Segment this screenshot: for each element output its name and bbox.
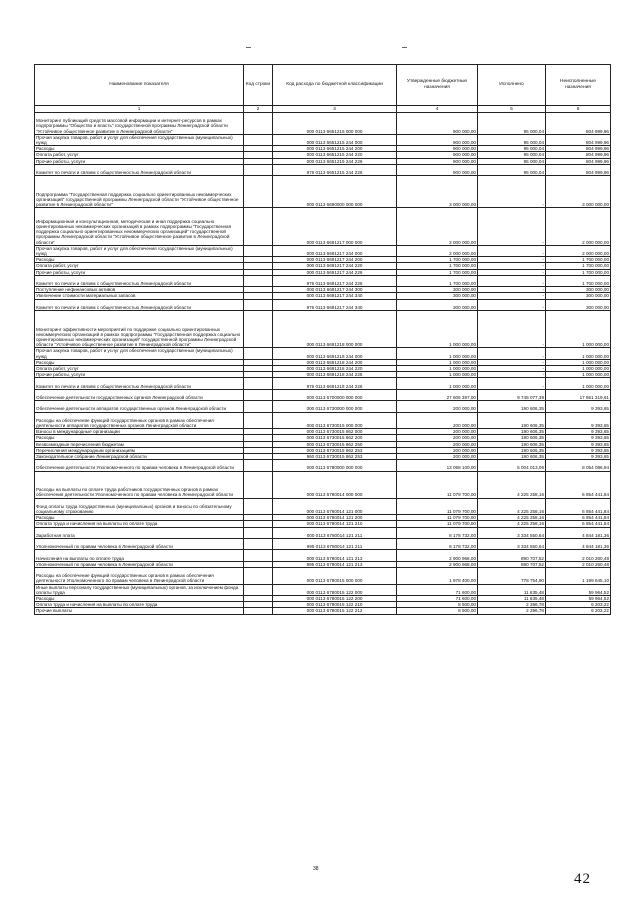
table-row [35, 275, 611, 286]
table-row [35, 389, 611, 400]
column-number: 4 [397, 106, 478, 113]
row-approved-cell: 2 900 968,00 [397, 561, 478, 567]
row-executed-cell: 3 334 550,64 [478, 527, 546, 538]
row-executed-cell: 3 334 550,64 [478, 538, 546, 549]
row-approved-cell: 900 000,00 [397, 152, 478, 158]
row-name-cell: Прочая закупка товаров, работ и услуг для обеспечения государственных (муниципальных) нужд [35, 245, 244, 256]
row-approved-cell: 1 000 000,00 [397, 348, 478, 359]
column-number: 6 [546, 106, 611, 113]
row-approved-cell: 900 000,00 [397, 146, 478, 152]
row-name-cell: Безвозмездные перечисления бюджетам [35, 441, 244, 447]
row-code-cell [244, 460, 273, 471]
row-executed-cell: - [478, 275, 546, 286]
row-executed-cell: 890 707,52 [478, 561, 546, 567]
row-code-cell [244, 113, 273, 135]
row-name-cell: Мониторинг публикаций средств массовой информации и интернет-ресурсов в рамках подпрограммы "Общество и власть" государственной программы Ленинградской области "Устойчивое общественное развитие в Ленинградской области" [35, 113, 244, 135]
row-executed-cell: 190 606,35 [478, 435, 546, 441]
row-executed-cell: 2 296,78 [478, 608, 546, 614]
row-name-cell: Расходы [35, 257, 244, 263]
row-approved-cell: 8 500,00 [397, 602, 478, 608]
row-executed-cell: 95 000,04 [478, 164, 546, 175]
row-executed-cell: 95 000,04 [478, 152, 546, 158]
row-kbk-cell: 976 0113 6651215 244 226 [273, 164, 397, 175]
row-kbk-cell: 976 0113 6691218 244 226 [273, 378, 397, 389]
row-kbk-cell: 000 0113 6651215 000 000 [273, 113, 397, 135]
row-executed-cell: 9 745 077,39 [478, 389, 546, 400]
row-unexecuted-cell: 9 393,65 [546, 435, 611, 441]
header-code: Код строки [244, 65, 273, 106]
row-kbk-cell: 000 0113 6730015 862 253 [273, 447, 397, 453]
row-name-cell: Расходы [35, 146, 244, 152]
row-executed-cell: - [478, 378, 546, 389]
table-row [35, 310, 611, 347]
table-row [35, 401, 611, 412]
row-approved-cell: 1 000 000,00 [397, 310, 478, 347]
row-code-cell [244, 412, 273, 429]
expenditure-table [34, 64, 611, 615]
row-name-cell: Расходы [35, 595, 244, 601]
table-row [35, 441, 611, 447]
row-kbk-cell: 000 0113 6780015 122 000 [273, 584, 397, 595]
row-name-cell: Комитет по печати и связям с общественностью Ленинградской области [35, 378, 244, 389]
row-approved-cell: 8 500,00 [397, 608, 478, 614]
row-executed-cell: 778 754,90 [478, 567, 546, 584]
row-kbk-cell: 976 0113 6691217 244 340 [273, 299, 397, 310]
column-number: 3 [273, 106, 397, 113]
row-unexecuted-cell: 300 000,00 [546, 299, 611, 310]
table-row [35, 453, 611, 459]
row-name-cell: Прочие выплаты [35, 608, 244, 614]
scan-speck [402, 47, 407, 48]
row-kbk-cell: 000 0113 6651215 244 000 [273, 134, 397, 145]
row-name-cell: Оплата труда и начисления на выплаты по оплате труда [35, 521, 244, 527]
row-unexecuted-cell: 9 393,65 [546, 453, 611, 459]
table-row [35, 521, 611, 527]
row-unexecuted-cell: 1 700 000,00 [546, 263, 611, 269]
table-row [35, 527, 611, 538]
row-name-cell: Заработная плата [35, 527, 244, 538]
row-unexecuted-cell: 6 854 441,84 [546, 515, 611, 521]
row-unexecuted-cell: 6 854 441,84 [546, 521, 611, 527]
row-unexecuted-cell: 9 393,65 [546, 441, 611, 447]
row-unexecuted-cell: 1 000 000,00 [546, 372, 611, 378]
row-unexecuted-cell: 59 964,52 [546, 584, 611, 595]
row-executed-cell: - [478, 208, 546, 245]
row-unexecuted-cell: 4 844 181,36 [546, 527, 611, 538]
row-name-cell: Расходы на обеспечение функций государственных органов в рамках обеспечения деятельности Уполномоченного по правам человека в Ленинградской области [35, 567, 244, 584]
row-code-cell [244, 245, 273, 256]
row-unexecuted-cell: 804 999,96 [546, 113, 611, 135]
row-kbk-cell: 000 0113 6691218 000 000 [273, 310, 397, 347]
row-approved-cell: 2 000 000,00 [397, 245, 478, 256]
row-name-cell: Расходы на обеспечение функций государственных органов в рамках обеспечения деятельности аппаратов государственных органов Ленинградской области [35, 412, 244, 429]
row-approved-cell: 11 079 700,00 [397, 471, 478, 498]
row-executed-cell: - [478, 245, 546, 256]
row-kbk-cell: 000 0113 6730015 000 000 [273, 412, 397, 429]
row-kbk-cell: 000 0113 6730015 862 000 [273, 429, 397, 435]
row-kbk-cell: 000 0113 6730015 862 250 [273, 441, 397, 447]
row-unexecuted-cell: 1 000 000,00 [546, 359, 611, 365]
row-kbk-cell: 000 0113 6691218 244 220 [273, 365, 397, 371]
table-row [35, 378, 611, 389]
row-kbk-cell: 000 0113 6691217 000 000 [273, 208, 397, 245]
row-executed-cell: 95 000,04 [478, 113, 546, 135]
row-kbk-cell: 000 0113 6780014 121 210 [273, 521, 397, 527]
row-kbk-cell: 000 0113 6691217 244 220 [273, 263, 397, 269]
row-executed-cell: 890 707,52 [478, 550, 546, 561]
row-unexecuted-cell: 6 854 441,84 [546, 471, 611, 498]
row-kbk-cell: 000 0113 6780014 121 000 [273, 498, 397, 515]
table-row [35, 567, 611, 584]
column-number: 5 [478, 106, 546, 113]
row-unexecuted-cell: 300 000,00 [546, 293, 611, 299]
row-name-cell: Прочая закупка товаров, работ и услуг для обеспечения государственных (муниципальных) нужд [35, 134, 244, 145]
table-row [35, 498, 611, 515]
row-kbk-cell: 000 0113 6700000 000 000 [273, 389, 397, 400]
row-code-cell [244, 567, 273, 584]
row-name-cell: Начисления на выплаты по оплате труда [35, 550, 244, 561]
row-name-cell: Мониторинг эффективности мероприятий по поддержке социально ориентированных некоммерческих организаций в рамках подпрограммы "Государственная поддержка социально ориентированных некоммерческих организаций" государственной программы Ленинградской области "Устойчивое общественное развитие в Ленинградской области" [35, 310, 244, 347]
row-name-cell: Уполномоченный по правам человека в Ленинградской области [35, 561, 244, 567]
row-kbk-cell: 000 0113 6691217 244 340 [273, 293, 397, 299]
column-number-row [35, 106, 611, 113]
row-kbk-cell: 000 0113 6691218 244 226 [273, 372, 397, 378]
row-unexecuted-cell: 1 000 000,00 [546, 365, 611, 371]
row-unexecuted-cell: 804 999,96 [546, 158, 611, 164]
row-unexecuted-cell: 1 000 000,00 [546, 348, 611, 359]
row-kbk-cell: 960 0113 6730015 862 253 [273, 453, 397, 459]
row-unexecuted-cell: 4 844 181,36 [546, 538, 611, 549]
row-kbk-cell: 000 0113 6691217 244 226 [273, 269, 397, 275]
row-unexecuted-cell: 2 000 000,00 [546, 245, 611, 256]
row-unexecuted-cell: 3 000 000,00 [546, 176, 611, 208]
table-row [35, 134, 611, 145]
row-kbk-cell: 000 0113 6780014 000 000 [273, 471, 397, 498]
row-code-cell [244, 401, 273, 412]
row-approved-cell: 1 000 000,00 [397, 359, 478, 365]
row-code-cell [244, 538, 273, 549]
row-approved-cell: 900 000,00 [397, 164, 478, 175]
row-approved-cell: 11 079 700,00 [397, 521, 478, 527]
row-approved-cell: 2 900 968,00 [397, 550, 478, 561]
row-approved-cell: 200 000,00 [397, 435, 478, 441]
row-name-cell: Обеспечение деятельности Уполномоченного по правам человека в Ленинградской области [35, 460, 244, 471]
row-approved-cell: 200 000,00 [397, 412, 478, 429]
row-approved-cell: 3 000 000,00 [397, 176, 478, 208]
row-executed-cell: - [478, 299, 546, 310]
row-unexecuted-cell: 804 999,96 [546, 146, 611, 152]
row-approved-cell: 200 000,00 [397, 441, 478, 447]
row-executed-cell: 95 000,04 [478, 146, 546, 152]
row-name-cell: Расходы [35, 435, 244, 441]
row-unexecuted-cell: 6 203,22 [546, 608, 611, 614]
row-unexecuted-cell: 300 000,00 [546, 287, 611, 293]
row-unexecuted-cell: 59 964,52 [546, 595, 611, 601]
row-code-cell [244, 208, 273, 245]
row-unexecuted-cell: 2 010 260,48 [546, 550, 611, 561]
row-name-cell: Поступление нефинансовых активов [35, 287, 244, 293]
row-unexecuted-cell: 1 700 000,00 [546, 269, 611, 275]
row-executed-cell: 190 606,35 [478, 412, 546, 429]
column-number: 1 [35, 106, 244, 113]
row-executed-cell: 11 635,48 [478, 584, 546, 595]
row-executed-cell: 4 225 258,16 [478, 498, 546, 515]
row-approved-cell: 71 600,00 [397, 584, 478, 595]
row-unexecuted-cell: 6 203,22 [546, 602, 611, 608]
row-name-cell: Увеличение стоимости материальных запасов [35, 293, 244, 299]
row-executed-cell: 95 000,04 [478, 158, 546, 164]
row-unexecuted-cell: 17 861 319,61 [546, 389, 611, 400]
row-approved-cell: 2 000 000,00 [397, 208, 478, 245]
table-row [35, 550, 611, 561]
row-name-cell: Обеспечение деятельности аппаратов государственных органов Ленинградской области [35, 401, 244, 412]
row-name-cell: Комитет по печати и связям с общественностью Ленинградской области [35, 275, 244, 286]
row-name-cell: Перечисления международным организациям [35, 447, 244, 453]
row-approved-cell: 8 178 732,00 [397, 527, 478, 538]
row-unexecuted-cell: 9 393,65 [546, 412, 611, 429]
row-kbk-cell: 000 0113 6780014 121 200 [273, 515, 397, 521]
row-name-cell: Прочие работы, услуги [35, 269, 244, 275]
row-executed-cell: - [478, 263, 546, 269]
row-name-cell: Расходы [35, 359, 244, 365]
row-approved-cell: 900 000,00 [397, 134, 478, 145]
row-code-cell [244, 378, 273, 389]
row-kbk-cell: 000 0113 6690000 000 000 [273, 176, 397, 208]
table-row [35, 460, 611, 471]
row-name-cell: Оплата труда и начисления на выплаты по оплате труда [35, 602, 244, 608]
row-approved-cell: 1 978 400,00 [397, 567, 478, 584]
row-approved-cell: 11 079 700,00 [397, 498, 478, 515]
row-name-cell: Прочие работы, услуги [35, 158, 244, 164]
row-unexecuted-cell: 6 854 441,84 [546, 498, 611, 515]
row-code-cell [244, 584, 273, 595]
row-executed-cell: - [478, 293, 546, 299]
row-name-cell: Уполномоченный по правам человека в Ленинградской области [35, 538, 244, 549]
row-executed-cell: - [478, 257, 546, 263]
row-unexecuted-cell: 1 000 000,00 [546, 310, 611, 347]
row-unexecuted-cell: 1 199 645,10 [546, 567, 611, 584]
row-code-cell [244, 348, 273, 359]
header-row [35, 65, 611, 106]
row-name-cell: Оплата работ, услуг [35, 365, 244, 371]
row-approved-cell: 1 700 000,00 [397, 257, 478, 263]
table-row [35, 208, 611, 245]
row-code-cell [244, 608, 273, 614]
row-code-cell [244, 550, 273, 561]
row-name-cell: Информационная и консультационная, методическая и иная поддержка социально ориентированных некоммерческих организаций в рамках подпрограммы "Государственная поддержка социально ориентированных некоммерческих организаций" государственной программы Ленинградской области "Устойчивое общественное развитие в Ленинградской области" [35, 208, 244, 245]
row-approved-cell: 8 178 732,00 [397, 538, 478, 549]
row-approved-cell: 900 000,00 [397, 158, 478, 164]
row-executed-cell: 190 606,35 [478, 453, 546, 459]
row-executed-cell: - [478, 287, 546, 293]
row-approved-cell: 1 000 000,00 [397, 372, 478, 378]
page-number: 42 [574, 871, 591, 887]
row-code-cell [244, 176, 273, 208]
row-name-cell: Расходы на выплаты по оплате труда работников государственных органов в рамках обеспечения деятельности Уполномоченного по правам человека в Ленинградской области [35, 471, 244, 498]
row-kbk-cell: 000 0113 6651215 244 226 [273, 158, 397, 164]
row-kbk-cell: 000 0113 6780015 122 210 [273, 602, 397, 608]
row-approved-cell: 200 000,00 [397, 401, 478, 412]
scan-speck [246, 47, 251, 48]
row-name-cell: Прочие работы, услуги [35, 372, 244, 378]
row-unexecuted-cell: 804 999,96 [546, 152, 611, 158]
row-code-cell [244, 299, 273, 310]
row-approved-cell: 1 700 000,00 [397, 275, 478, 286]
row-kbk-cell: 000 0113 6651215 244 200 [273, 146, 397, 152]
header-kbk: Код расхода по бюджетной классификации [273, 65, 397, 106]
table-row [35, 176, 611, 208]
row-executed-cell: - [478, 372, 546, 378]
row-unexecuted-cell: 804 999,96 [546, 164, 611, 175]
row-executed-cell: - [478, 176, 546, 208]
row-kbk-cell: 000 0113 6780015 122 200 [273, 595, 397, 601]
row-name-cell: Взносы в международные организации [35, 429, 244, 435]
row-kbk-cell: 000 0113 6651215 244 220 [273, 152, 397, 158]
table-body [35, 113, 611, 615]
row-unexecuted-cell: 2 000 000,00 [546, 208, 611, 245]
table-row [35, 164, 611, 175]
row-kbk-cell: 000 0113 6691217 244 000 [273, 245, 397, 256]
row-name-cell: Фонд оплаты труда государственных (муниципальных) органов и взносы по обязательному социальному страхованию [35, 498, 244, 515]
row-name-cell: Законодательное собрание Ленинградской области [35, 453, 244, 459]
row-unexecuted-cell: 9 393,65 [546, 447, 611, 453]
row-kbk-cell: 995 0113 6780014 121 211 [273, 538, 397, 549]
row-unexecuted-cell: 1 700 000,00 [546, 275, 611, 286]
table-row [35, 412, 611, 429]
table-row [35, 584, 611, 595]
table-row [35, 538, 611, 549]
row-executed-cell: 190 606,35 [478, 447, 546, 453]
row-approved-cell: 27 606 397,00 [397, 389, 478, 400]
report-sheet [34, 64, 610, 615]
table-row [35, 471, 611, 498]
row-executed-cell: 190 606,35 [478, 401, 546, 412]
row-approved-cell: 1 000 000,00 [397, 365, 478, 371]
row-code-cell [244, 389, 273, 400]
row-executed-cell: 95 000,04 [478, 134, 546, 145]
row-code-cell [244, 164, 273, 175]
row-approved-cell: 300 000,00 [397, 299, 478, 310]
row-approved-cell: 900 000,00 [397, 113, 478, 135]
row-kbk-cell: 000 0113 6691217 244 200 [273, 257, 397, 263]
row-executed-cell: - [478, 269, 546, 275]
row-approved-cell: 300 000,00 [397, 293, 478, 299]
table-row [35, 447, 611, 453]
table-row [35, 608, 611, 614]
row-unexecuted-cell: 1 700 000,00 [546, 257, 611, 263]
table-row [35, 299, 611, 310]
row-executed-cell: 11 635,48 [478, 595, 546, 601]
row-kbk-cell: 000 0113 6780014 121 213 [273, 550, 397, 561]
table-row [35, 348, 611, 359]
header-name: Наименование показателя [35, 65, 244, 106]
row-executed-cell: 4 225 258,16 [478, 521, 546, 527]
row-kbk-cell: 995 0113 6780014 121 213 [273, 561, 397, 567]
row-kbk-cell: 000 0113 6780015 122 212 [273, 608, 397, 614]
row-executed-cell: 190 606,35 [478, 441, 546, 447]
row-approved-cell: 1 700 000,00 [397, 263, 478, 269]
row-approved-cell: 300 000,00 [397, 287, 478, 293]
row-code-cell [244, 134, 273, 145]
footer-page-number: 38 [313, 866, 319, 872]
row-unexecuted-cell: 9 393,65 [546, 401, 611, 412]
row-name-cell: Прочая закупка товаров, работ и услуг для обеспечения государственных (муниципальных) нужд [35, 348, 244, 359]
header-approved: Утвержденные бюджетные назначения [397, 65, 478, 106]
row-unexecuted-cell: 2 010 260,48 [546, 561, 611, 567]
row-unexecuted-cell: 1 000 000,00 [546, 378, 611, 389]
row-executed-cell: 2 296,78 [478, 602, 546, 608]
row-executed-cell: - [478, 359, 546, 365]
row-name-cell: Оплата работ, услуг [35, 152, 244, 158]
row-name-cell: Иные выплаты персоналу государственных (муниципальных) органов, за исключением фонда оплаты труда [35, 584, 244, 595]
row-name-cell: Расходы [35, 515, 244, 521]
row-approved-cell: 13 058 100,00 [397, 460, 478, 471]
row-executed-cell: 190 606,35 [478, 429, 546, 435]
row-executed-cell: 4 225 258,16 [478, 515, 546, 521]
row-unexecuted-cell: 9 393,65 [546, 429, 611, 435]
header-executed: Исполнено [478, 65, 546, 106]
row-approved-cell: 200 000,00 [397, 453, 478, 459]
row-approved-cell: 1 700 000,00 [397, 269, 478, 275]
table-row [35, 561, 611, 567]
row-executed-cell: - [478, 310, 546, 347]
row-kbk-cell: 000 0113 6780000 000 000 [273, 460, 397, 471]
row-kbk-cell: 000 0113 6691217 244 300 [273, 287, 397, 293]
row-approved-cell: 11 079 700,00 [397, 515, 478, 521]
row-name-cell: Комитет по печати и связям с общественностью Ленинградской области [35, 299, 244, 310]
row-code-cell [244, 310, 273, 347]
row-kbk-cell: 000 0113 6780014 121 211 [273, 527, 397, 538]
row-kbk-cell: 000 0113 6691218 244 000 [273, 348, 397, 359]
row-approved-cell: 1 000 000,00 [397, 378, 478, 389]
row-name-cell: Обеспечение деятельности государственных органов Ленинградской области [35, 389, 244, 400]
row-name-cell: Комитет по печати и связям с общественностью Ленинградской области [35, 164, 244, 175]
row-unexecuted-cell: 804 999,96 [546, 134, 611, 145]
row-kbk-cell: 000 0113 6730000 000 000 [273, 401, 397, 412]
column-number: 2 [244, 106, 273, 113]
row-code-cell [244, 498, 273, 515]
row-code-cell [244, 471, 273, 498]
row-kbk-cell: 976 0113 6691217 244 226 [273, 275, 397, 286]
row-name-cell: Подпрограмма "Государственная поддержка социально ориентированных некоммерческих организаций" государственной программы Ленинградской области "Устойчивое общественное развитие в Ленинградской области" [35, 176, 244, 208]
row-executed-cell: - [478, 365, 546, 371]
row-kbk-cell: 000 0113 6780015 000 000 [273, 567, 397, 584]
row-executed-cell: 4 225 258,16 [478, 471, 546, 498]
row-kbk-cell: 000 0113 6730015 862 200 [273, 435, 397, 441]
row-executed-cell: 5 004 013,06 [478, 460, 546, 471]
row-approved-cell: 200 000,00 [397, 447, 478, 453]
row-approved-cell: 200 000,00 [397, 429, 478, 435]
row-code-cell [244, 527, 273, 538]
header-unexecuted: Неисполненные назначения [546, 65, 611, 106]
row-name-cell: Оплата работ, услуг [35, 263, 244, 269]
row-executed-cell: - [478, 348, 546, 359]
row-unexecuted-cell: 8 054 086,94 [546, 460, 611, 471]
table-row [35, 113, 611, 135]
table-row [35, 245, 611, 256]
row-approved-cell: 71 600,00 [397, 595, 478, 601]
row-kbk-cell: 000 0113 6691218 244 200 [273, 359, 397, 365]
row-code-cell [244, 275, 273, 286]
